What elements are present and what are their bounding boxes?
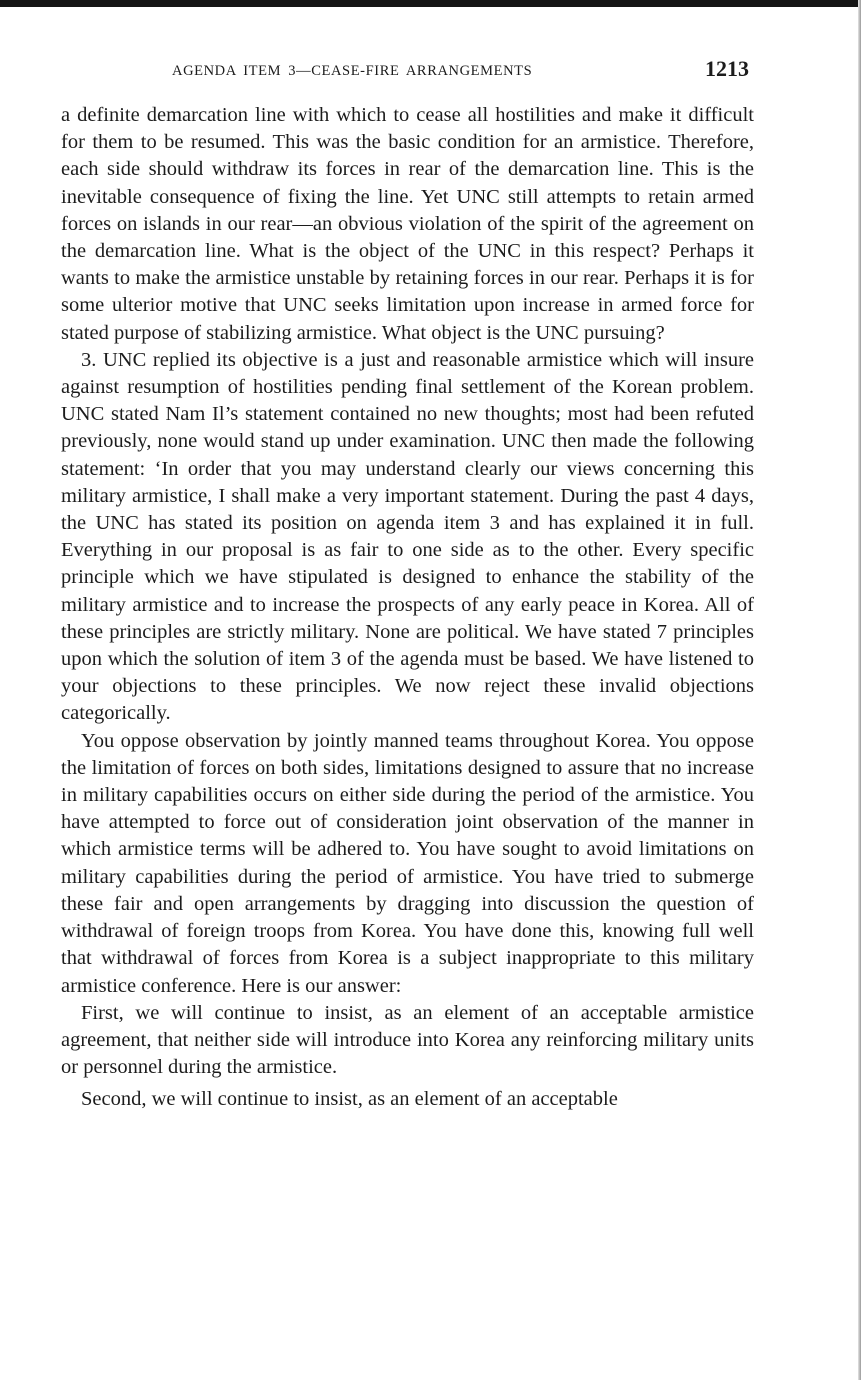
running-head: AGENDA ITEM 3—CEASE-FIRE ARRANGEMENTS bbox=[172, 63, 533, 79]
paragraph-continued: a definite demarcation line with which to cease all hostilities and make it difficult for them to be resumed. This was the basic condition for an armistice. Therefore, each side should withdraw its forces in rear of the demarcation line. This is the inevitable consequence of fixing the line. Yet UNC still attempts to retain armed forces on islands in our rear—an obvious violation of the spirit of the agreement on the demarcation line. What is the object of the UNC in this respect? Perhaps it wants to make the armistice unstable by retaining forces in our rear. Perhaps it is for some ulterior motive that UNC seeks limitation upon increase in armed force for stated purpose of stabilizing armistice. What object is the UNC pursuing? bbox=[61, 104, 754, 344]
page-top-border bbox=[0, 0, 861, 7]
body-text bbox=[61, 102, 754, 1114]
page-header bbox=[60, 56, 755, 90]
paragraph-item-3: 3. UNC replied its objective is a just and reasonable armistice which will insure against resumption of hostilities pending final settlement of the Korean problem. UNC stated Nam Il’s statement contained no new thoughts; most had been refuted previously, none would stand up under examination. UNC then made the following statement: ‘In order that you may understand clearly our views concerning this military armistice, I shall make a very important statement. During the past 4 days, the UNC has stated its position on agenda item 3 and has explained it in full. Everything in our proposal is as fair to one side as to the other. Every specific principle which we have stipulated is designed to enhance the stability of the military armistice and to increase the prospects of any early peace in Korea. All of these principles are strictly military. None are political. We have stated 7 principles upon which the solution of item 3 of the agenda must be based. We have listened to your objections to these principles. We now reject these invalid objections categorically. bbox=[61, 348, 754, 725]
page-number: 1213 bbox=[705, 56, 749, 81]
paragraph-first: First, we will continue to insist, as an element of an acceptable armistice agreement, that neither side will introduce into Korea any reinforcing military units or personnel during the armistice. bbox=[61, 1001, 754, 1079]
paragraph-you-oppose: You oppose observation by jointly manned teams throughout Korea. You oppose the limitation of forces on both sides, limitations designed to assure that no increase in military capabilities occurs on either side during the period of the armistice. You have attempted to force out of consideration joint observation of the manner in which armistice terms will be adhered to. You have sought to avoid limitations on military capabilities during the period of armistice. You have tried to submerge these fair and open arrangements by dragging into discussion the question of withdrawal of foreign troops from Korea. You have done this, knowing full well that withdrawal of forces from Korea is a subject inappropriate to this military armistice conference. Here is our answer: bbox=[61, 729, 754, 997]
paragraph-second: Second, we will continue to insist, as an element of an acceptable bbox=[81, 1088, 618, 1111]
